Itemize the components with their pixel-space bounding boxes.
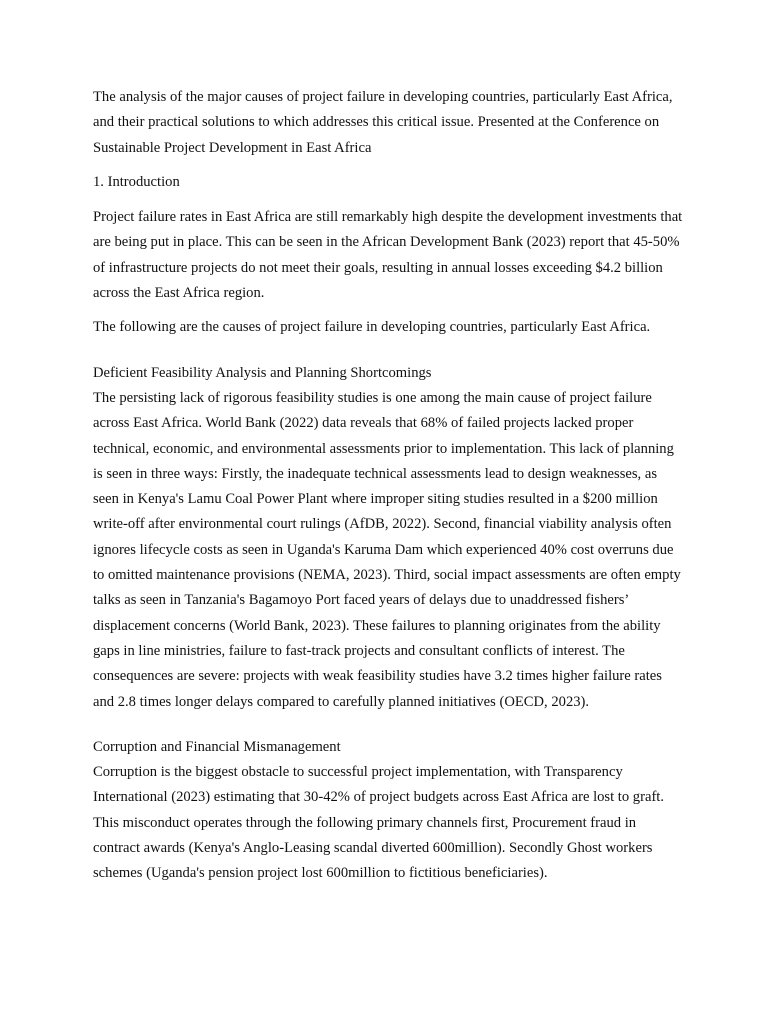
paragraph-introduction: Project failure rates in East Africa are still remarkably high despite the development investments that are being put in place. This can be seen in the African Development Bank (2023) report that 45-50% of infrastructure projects do not meet their goals, resulting in annual losses exceeding $4.2 billion across the East Africa region. — [93, 209, 683, 302]
paragraph-causes: The following are the causes of project failure in developing countries, particularly East Africa. — [93, 319, 651, 336]
section-heading-corruption: Corruption and Financial Mismanagement — [93, 738, 341, 755]
section-heading-introduction: 1. Introduction — [93, 173, 180, 190]
paragraph-corruption: Corruption is the biggest obstacle to successful project implementation, with Transparency International (2023) estimating that 30-42% of project budgets across East Africa are lost to graft. This misconduct operates through the following primary channels first, Procurement fraud in contract awards (Kenya's Anglo-Leasing scandal diverted 600million). Secondly Ghost workers schemes (Uganda's pension project lost 600million to fictitious beneficiaries). — [93, 764, 665, 882]
document-page — [93, 85, 683, 887]
section-heading-feasibility: Deficient Feasibility Analysis and Planning Shortcomings — [93, 364, 432, 381]
intro-title: The analysis of the major causes of project failure in developing countries, particularly East Africa, and their practical solutions to which addresses this critical issue. Presented at the Conference on Sustainable Project Development in East Africa — [93, 89, 673, 156]
paragraph-feasibility: The persisting lack of rigorous feasibility studies is one among the main cause of project failure across East Africa. World Bank (2022) data reveals that 68% of failed projects lacked proper technical, economic, and environmental assessments prior to implementation. This lack of planning is seen in three ways: Firstly, the inadequate technical assessments lead to design weaknesses, as seen in Kenya's Lamu Coal Power Plant where improper siting studies resulted in a $200 million write-off after environmental court rulings (AfDB, 2022). Second, financial viability analysis often ignores lifecycle costs as seen in Uganda's Karuma Dam which experienced 40% cost overruns due to omitted maintenance provisions (NEMA, 2023). Third, social impact assessments are often empty talks as seen in Tanzania's Bagamoyo Port faced years of delays due to unaddressed fishers’ displacement concerns (World Bank, 2023). These failures to planning originates from the ability gaps in line ministries, failure to fast-track projects and consultant conflicts of interest. The consequences are severe: projects with weak feasibility studies have 3.2 times higher failure rates and 2.8 times longer delays compared to carefully planned initiatives (OECD, 2023). — [93, 389, 681, 710]
